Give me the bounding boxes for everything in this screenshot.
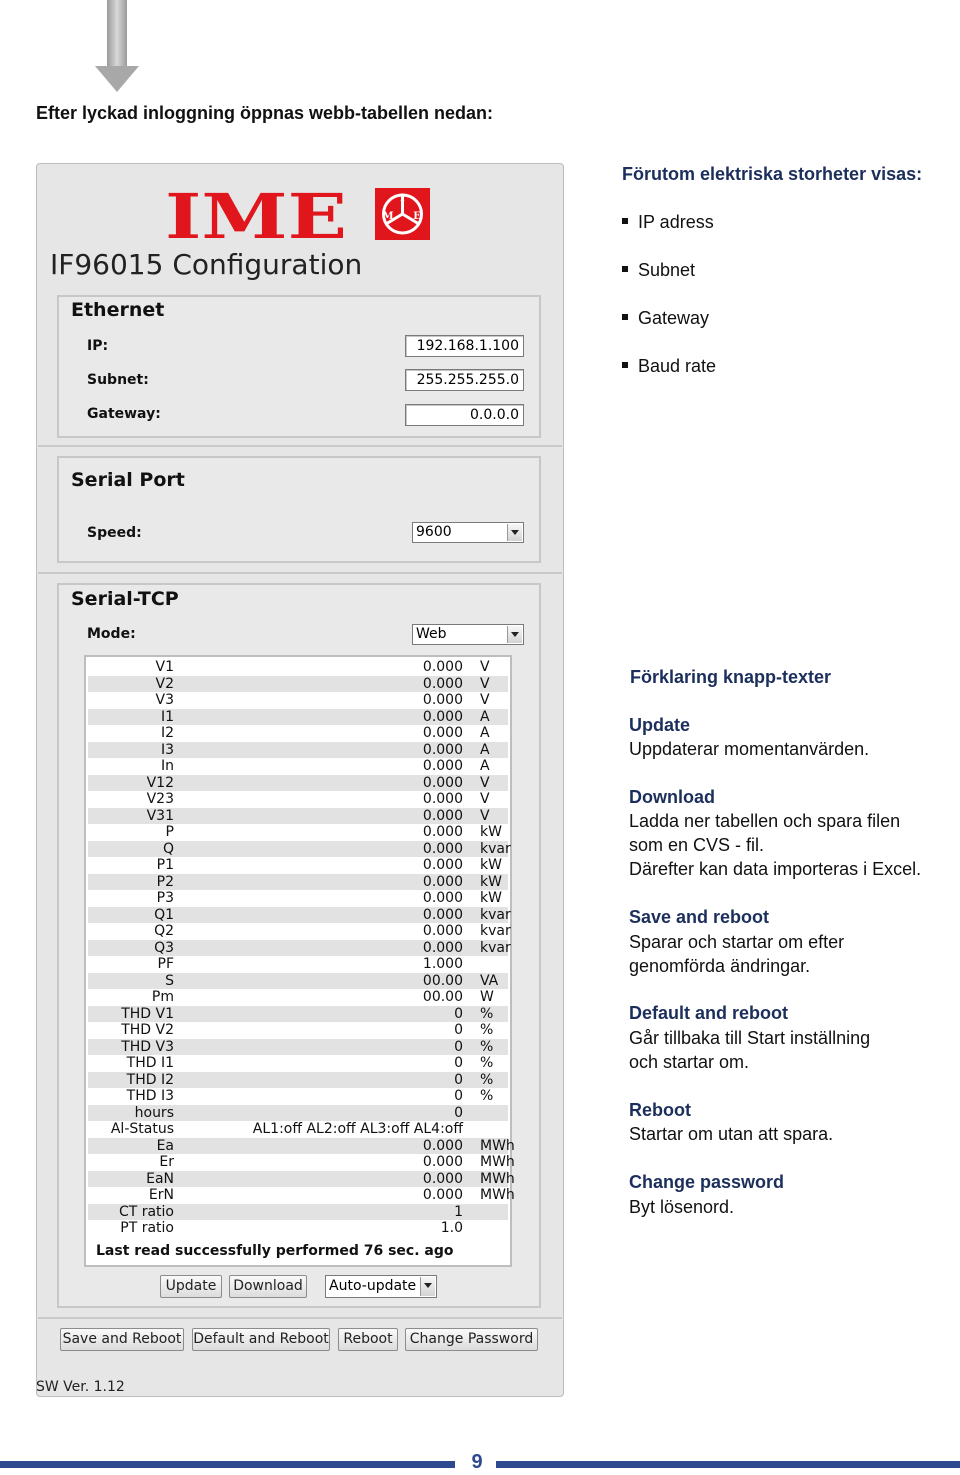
- table-row: [88, 692, 508, 709]
- measurement-table: [84, 655, 515, 1267]
- divider: [38, 445, 562, 447]
- gateway-input[interactable]: 0.0.0.0: [405, 404, 524, 426]
- ethernet-title: Ethernet: [71, 299, 165, 321]
- mode-select[interactable]: [412, 624, 524, 645]
- term-download: Download: [629, 787, 715, 807]
- row-label: Q: [162, 840, 174, 857]
- row-value: 00.00: [422, 972, 463, 989]
- table-row: [88, 824, 508, 841]
- row-unit: kW: [480, 824, 502, 840]
- term-default-reboot: Default and reboot: [629, 1003, 789, 1023]
- footer-rule: [496, 1461, 960, 1468]
- row-unit: kW: [480, 873, 502, 890]
- bullet-icon: [622, 314, 628, 320]
- last-read-status: Last read successfully performed 76 sec. ago: [96, 1243, 454, 1259]
- row-label: V31: [146, 807, 174, 824]
- subnet-input[interactable]: 255.255.255.0: [405, 369, 524, 391]
- footer-rule: [0, 1461, 455, 1468]
- row-unit: kvar: [480, 939, 511, 956]
- row-unit: A: [480, 741, 490, 758]
- table-row: [88, 758, 508, 775]
- row-unit: V: [480, 675, 490, 692]
- row-value: 1.0: [440, 1220, 463, 1236]
- row-label: THD I1: [126, 1055, 174, 1071]
- row-value: 1: [454, 1203, 463, 1220]
- row-value: 0.000: [422, 840, 463, 857]
- row-value: 0: [454, 1104, 463, 1121]
- row-unit: kvar: [480, 840, 511, 857]
- row-value: 0.000: [422, 675, 463, 692]
- row-label: Q1: [154, 906, 174, 923]
- ip-input[interactable]: 192.168.1.100: [405, 335, 524, 357]
- table-row: [88, 676, 508, 693]
- table-row: [88, 1204, 508, 1221]
- table-row: [88, 956, 508, 973]
- table-row: [88, 1039, 508, 1056]
- row-value: AL1:off AL2:off AL3:off AL4:off: [252, 1121, 463, 1137]
- row-label: ErN: [148, 1187, 174, 1203]
- row-label: PF: [157, 956, 174, 972]
- svg-text:IME: IME: [165, 188, 347, 240]
- row-unit: MWh: [480, 1154, 515, 1170]
- row-label: EaN: [146, 1170, 174, 1187]
- desc-reboot: Startar om utan att spara.: [629, 1124, 834, 1144]
- config-title: IF96015 Configuration: [50, 248, 363, 281]
- row-unit: MWh: [480, 1170, 515, 1187]
- bullet-item: Baud rate: [622, 356, 716, 377]
- row-label: P1: [156, 857, 174, 873]
- row-label: CT ratio: [118, 1203, 174, 1220]
- row-unit: MWh: [480, 1137, 515, 1154]
- table-row: [88, 1105, 508, 1122]
- table-row: [88, 659, 508, 676]
- row-unit: %: [480, 1088, 494, 1104]
- right-heading: Förutom elektriska storheter visas:: [622, 164, 923, 184]
- row-unit: V: [480, 659, 490, 675]
- row-value: 0.000: [422, 758, 463, 774]
- row-label: Al-Status: [110, 1121, 174, 1137]
- row-value: 0.000: [422, 659, 463, 675]
- auto-update-value: Auto-update: [329, 1278, 417, 1294]
- row-value: 0.000: [422, 906, 463, 923]
- row-unit: %: [480, 1022, 494, 1038]
- row-unit: %: [480, 1038, 494, 1055]
- table-row: [88, 1088, 508, 1105]
- row-label: V3: [155, 692, 174, 708]
- row-value: 0.000: [422, 890, 463, 906]
- table-row: [88, 1137, 515, 1155]
- download-button[interactable]: Download: [229, 1275, 307, 1298]
- table-row: [88, 1022, 508, 1039]
- row-unit: %: [480, 1071, 494, 1088]
- row-value: 0.000: [422, 873, 463, 890]
- row-value: 0: [454, 1005, 463, 1022]
- row-unit: %: [480, 1055, 494, 1071]
- chevron-down-icon[interactable]: [420, 1277, 435, 1296]
- row-value: 0.000: [422, 791, 463, 807]
- row-label: THD V2: [121, 1022, 174, 1038]
- row-label: I1: [160, 708, 174, 725]
- row-label: S: [165, 972, 174, 989]
- reboot-button[interactable]: Reboot: [338, 1328, 398, 1351]
- table-row: [88, 906, 511, 924]
- table-row: [88, 973, 508, 990]
- row-unit: A: [480, 708, 490, 725]
- table-row: [88, 1170, 515, 1188]
- table-row: [88, 1055, 508, 1072]
- term-change-password: Change password: [629, 1172, 785, 1192]
- row-unit: V: [480, 692, 490, 708]
- row-value: 0.000: [422, 1137, 463, 1154]
- row-unit: %: [480, 1005, 494, 1022]
- ip-label: IP:: [87, 338, 109, 354]
- table-row: [88, 939, 511, 957]
- auto-update-select[interactable]: [325, 1275, 437, 1298]
- table-row: [88, 791, 508, 808]
- row-label: Pm: [151, 989, 174, 1005]
- row-unit: A: [480, 725, 490, 741]
- row-label: V2: [155, 675, 174, 692]
- row-label: Q3: [154, 939, 174, 956]
- desc-update: Uppdaterar momentanvärden.: [629, 739, 870, 759]
- ime-logo: [165, 188, 430, 240]
- desc-change-password: Byt lösenord.: [629, 1197, 735, 1217]
- down-arrow-icon: [95, 0, 139, 92]
- row-unit: MWh: [480, 1187, 515, 1203]
- row-label: THD V3: [121, 1038, 174, 1055]
- row-value: 00.00: [422, 989, 463, 1005]
- row-label: hours: [134, 1104, 174, 1121]
- row-value: 0: [454, 1038, 463, 1055]
- row-value: 1.000: [422, 956, 463, 972]
- row-unit: kW: [480, 857, 502, 873]
- chevron-down-icon[interactable]: [507, 626, 522, 643]
- serial-tcp-title: Serial-TCP: [71, 588, 179, 610]
- table-row: [88, 989, 508, 1006]
- speed-label: Speed:: [87, 525, 142, 541]
- row-value: 0.000: [422, 857, 463, 873]
- chevron-down-icon[interactable]: [507, 524, 522, 541]
- bullet-icon: [622, 218, 628, 224]
- bullet-icon: [622, 362, 628, 368]
- row-label: Q2: [154, 923, 174, 939]
- row-value: 0.000: [422, 741, 463, 758]
- bullet-item: IP adress: [622, 212, 714, 233]
- row-unit: kvar: [480, 923, 511, 939]
- table-row: [88, 1072, 508, 1089]
- row-value: 0: [454, 1088, 463, 1104]
- default-and-reboot-button[interactable]: Default and Reboot: [192, 1328, 330, 1351]
- row-label: THD I3: [126, 1088, 174, 1104]
- row-value: 0.000: [422, 1187, 463, 1203]
- row-value: 0.000: [422, 939, 463, 956]
- row-value: 0.000: [422, 692, 463, 708]
- explanation-heading: Förklaring knapp-texter: [630, 667, 832, 687]
- row-label: I3: [160, 741, 174, 758]
- row-unit: V: [480, 774, 490, 791]
- update-button[interactable]: Update: [160, 1275, 222, 1298]
- row-value: 0: [454, 1022, 463, 1038]
- change-password-button[interactable]: Change Password: [405, 1328, 538, 1351]
- row-label: V1: [155, 659, 174, 675]
- row-value: 0: [454, 1055, 463, 1071]
- table-row: [88, 840, 511, 858]
- table-row: [88, 857, 508, 874]
- speed-select-value: 9600: [416, 524, 452, 540]
- row-unit: kvar: [480, 906, 511, 923]
- svg-text:E: E: [413, 211, 421, 222]
- row-unit: V: [480, 807, 490, 824]
- row-label: In: [160, 758, 174, 774]
- row-label: P: [165, 824, 174, 840]
- desc-default-reboot: Går tillbaka till Start inställning och startar om.: [629, 1028, 871, 1072]
- table-row: [88, 1187, 515, 1204]
- software-version: SW Ver. 1.12: [36, 1379, 125, 1395]
- bullet-item: Gateway: [622, 308, 709, 329]
- row-value: 0: [454, 1071, 463, 1088]
- row-label: Ea: [156, 1137, 174, 1154]
- table-row: [88, 1121, 508, 1138]
- row-unit: A: [480, 758, 490, 774]
- term-save-reboot: Save and reboot: [629, 907, 770, 927]
- row-value: 0.000: [422, 774, 463, 791]
- row-label: P3: [156, 890, 174, 906]
- speed-select[interactable]: [412, 522, 524, 543]
- term-reboot: Reboot: [629, 1100, 691, 1120]
- gateway-label: Gateway:: [87, 406, 161, 422]
- term-update: Update: [629, 715, 691, 735]
- table-row: [88, 1154, 515, 1171]
- row-unit: V: [480, 791, 490, 807]
- row-unit: W: [480, 989, 494, 1005]
- table-row: [88, 1006, 508, 1023]
- row-label: P2: [156, 873, 174, 890]
- table-row: [88, 1220, 508, 1237]
- row-value: 0.000: [422, 807, 463, 824]
- row-unit: kW: [480, 890, 502, 906]
- row-label: V12: [146, 774, 174, 791]
- svg-text:I: I: [400, 193, 405, 204]
- table-row: [88, 725, 508, 742]
- row-value: 0.000: [422, 1154, 463, 1170]
- subnet-label: Subnet:: [87, 372, 149, 388]
- row-label: THD I2: [126, 1071, 174, 1088]
- mode-label: Mode:: [87, 626, 136, 642]
- row-value: 0.000: [422, 725, 463, 741]
- intro-text: Efter lyckad inloggning öppnas webb-tabellen nedan:: [36, 103, 494, 123]
- save-and-reboot-button[interactable]: Save and Reboot: [60, 1328, 184, 1351]
- table-row: [88, 742, 508, 759]
- page-number: 9: [471, 1451, 483, 1473]
- mode-select-value: Web: [416, 626, 447, 642]
- desc-save-reboot: Sparar och startar om efter genomförda ändringar.: [629, 932, 845, 976]
- table-row: [88, 775, 508, 792]
- row-label: I2: [160, 725, 174, 741]
- row-value: 0.000: [422, 708, 463, 725]
- table-row: [88, 890, 508, 907]
- table-row: [88, 808, 508, 825]
- row-label: THD V1: [121, 1005, 174, 1022]
- row-value: 0.000: [422, 923, 463, 939]
- row-value: 0.000: [422, 1170, 463, 1187]
- row-value: 0.000: [422, 824, 463, 840]
- bullet-item: Subnet: [622, 260, 695, 281]
- bullet-icon: [622, 266, 628, 272]
- table-row: [88, 874, 508, 891]
- row-label: Er: [159, 1154, 174, 1170]
- row-unit: VA: [480, 972, 499, 989]
- desc-download: Ladda ner tabellen och spara filen som en CVS - fil. Därefter kan data importeras i Excel.: [629, 811, 922, 879]
- serial-port-title: Serial Port: [71, 469, 185, 491]
- row-label: PT ratio: [120, 1220, 174, 1236]
- row-label: V23: [146, 791, 174, 807]
- divider: [38, 1317, 562, 1319]
- divider: [38, 572, 562, 574]
- table-row: [88, 923, 511, 940]
- svg-text:M: M: [382, 211, 394, 222]
- table-row: [88, 709, 508, 726]
